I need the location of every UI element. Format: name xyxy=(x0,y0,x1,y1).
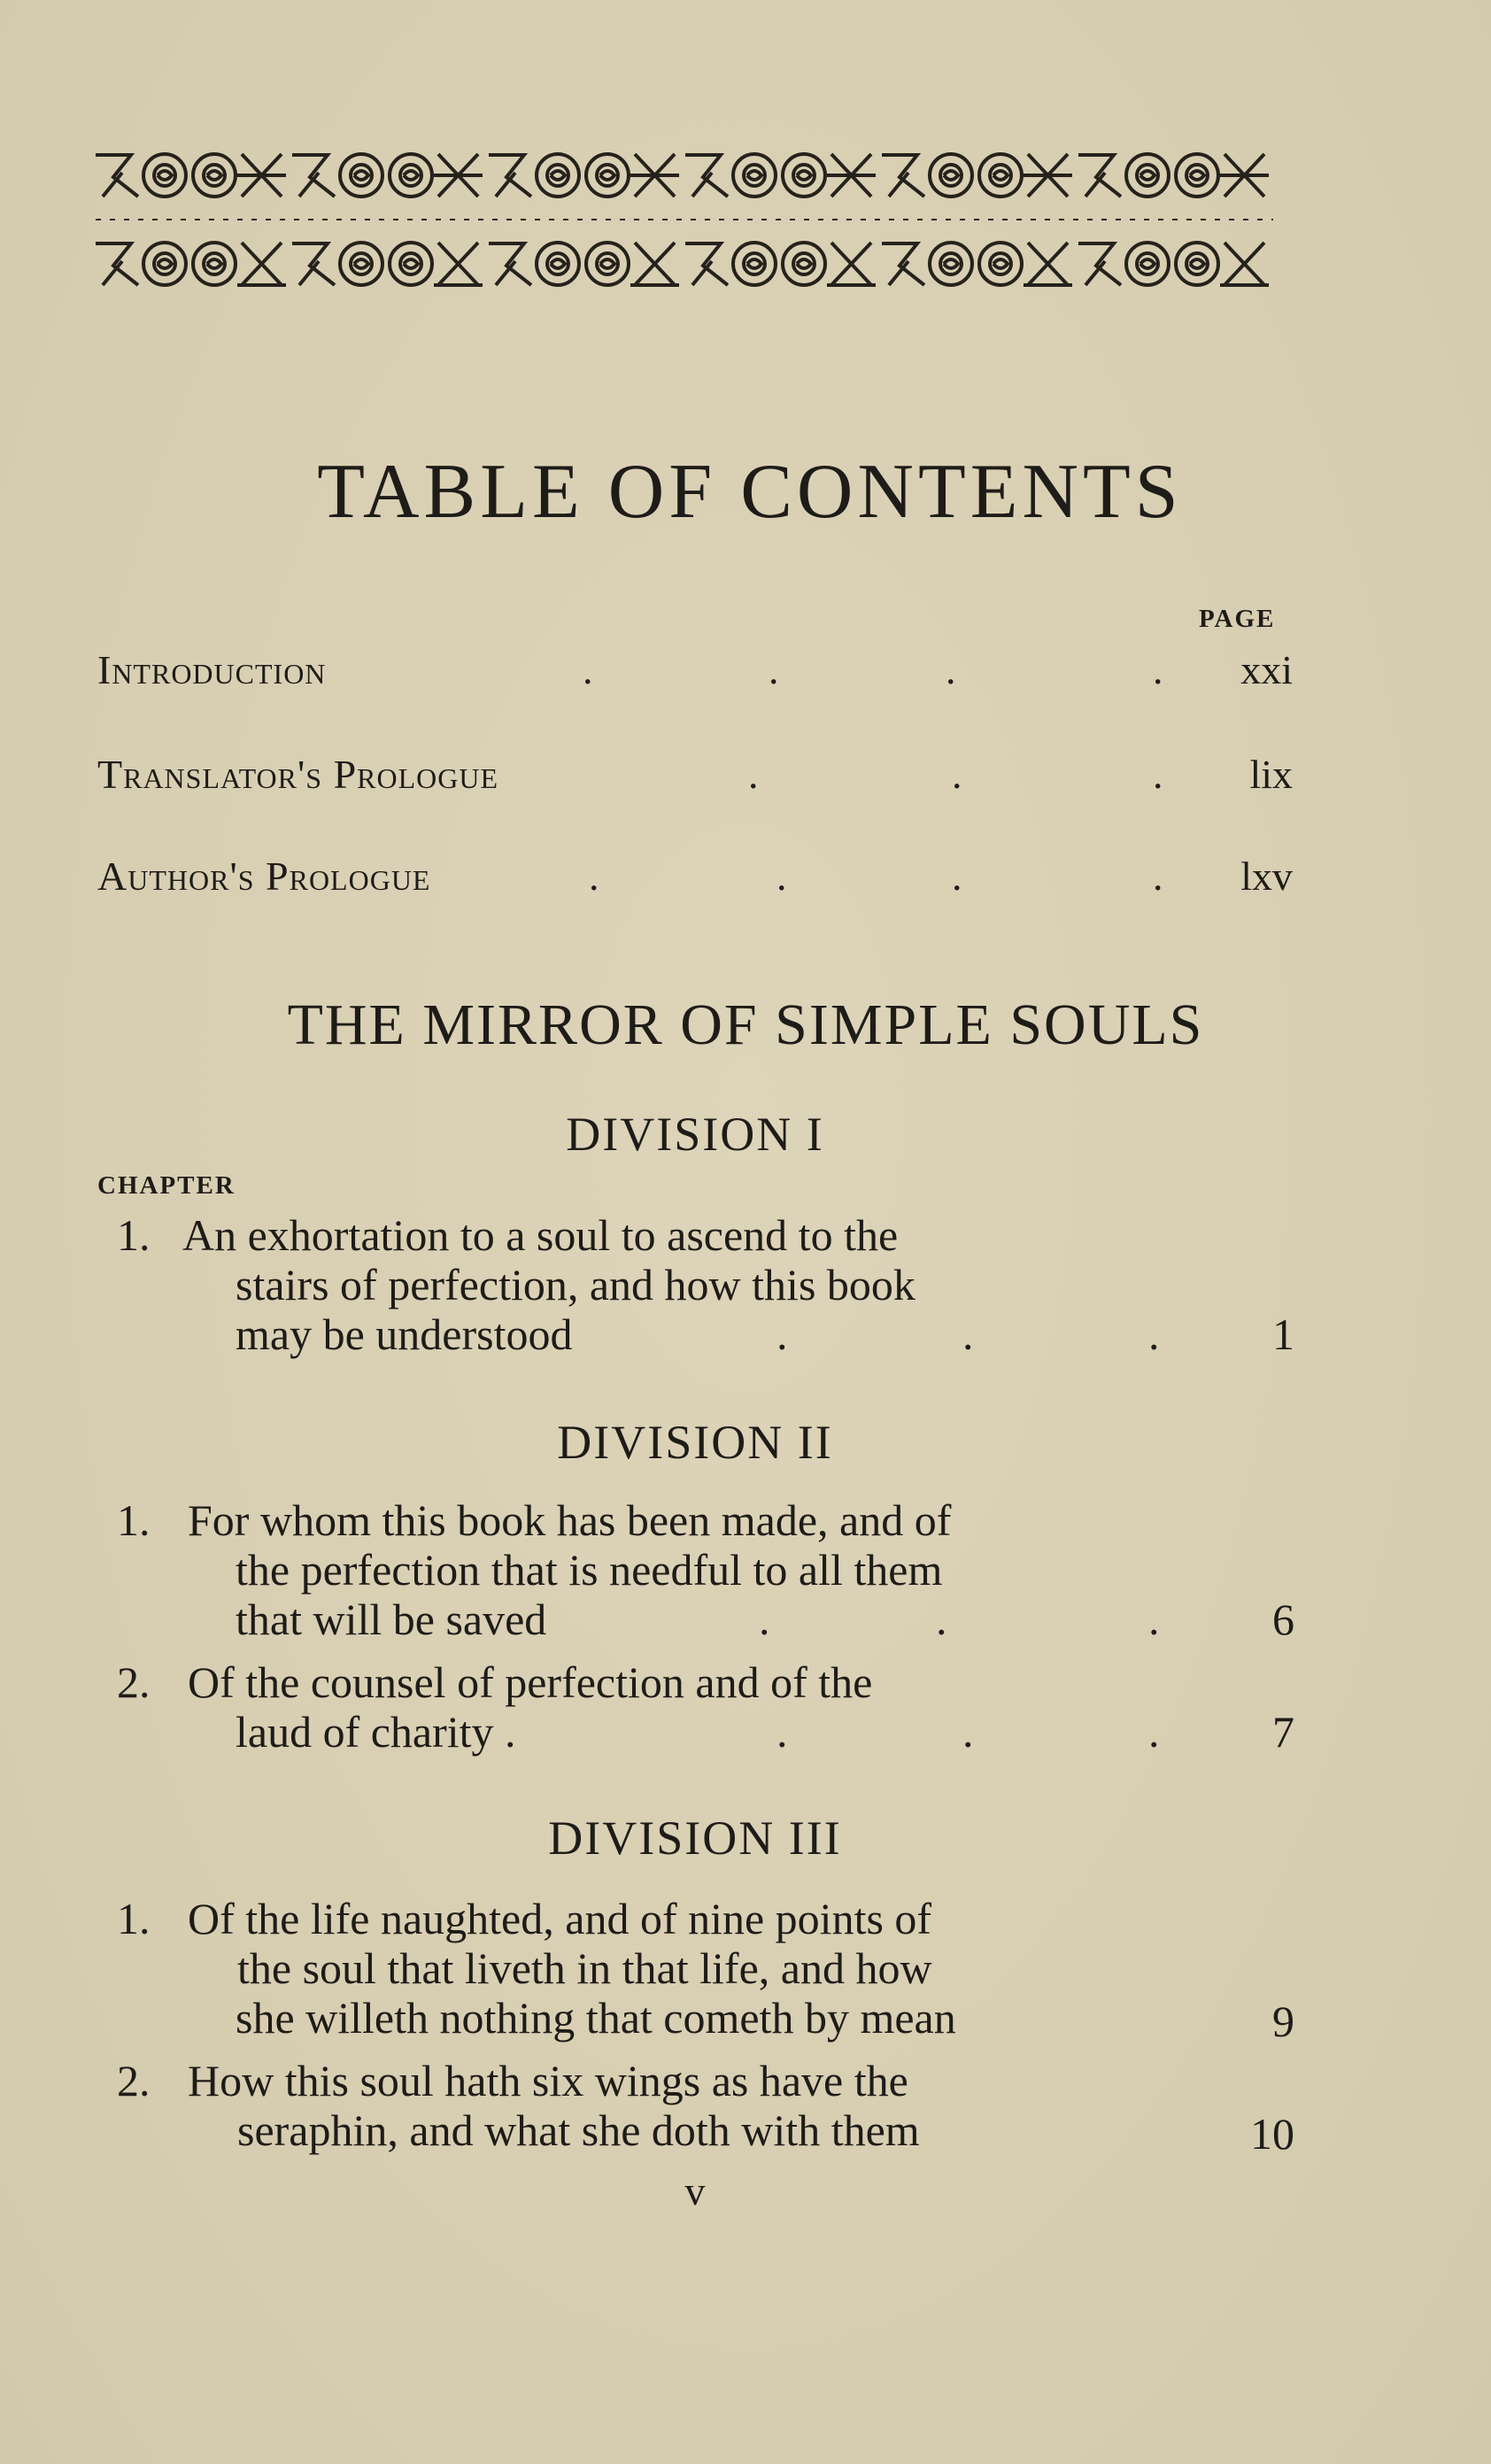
leader-dot: . xyxy=(1148,1595,1160,1644)
division-heading: DIVISION III xyxy=(548,1811,842,1865)
toc-entry-div2-ch2[interactable] xyxy=(117,1658,1294,1760)
page-column-heading: PAGE xyxy=(1199,605,1276,633)
toc-entry-div3-ch2[interactable] xyxy=(117,2057,1294,2159)
chapter-number: 2. xyxy=(117,2056,151,2105)
entry-line: she willeth nothing that cometh by mean xyxy=(236,1993,956,2043)
toc-entry-div3-ch1[interactable] xyxy=(117,1895,1294,2045)
leader-dot: . xyxy=(936,1595,947,1644)
entry-line: How this soul hath six wings as have the xyxy=(188,2056,908,2105)
leader-dot: . xyxy=(962,1707,974,1757)
toc-entry-page: 6 xyxy=(1272,1595,1294,1644)
toc-entry-div2-ch1[interactable] xyxy=(117,1496,1294,1647)
entry-line: seraphin, and what she doth with them xyxy=(237,2105,920,2155)
toc-row-label: Author's Prologue xyxy=(97,854,431,899)
toc-entry-page: 1 xyxy=(1272,1309,1294,1359)
leader-dot: . xyxy=(1153,647,1163,692)
leader-dot: . xyxy=(952,752,962,797)
leader-dot: . xyxy=(748,752,759,797)
entry-line: the soul that liveth in that life, and how xyxy=(237,1943,932,1993)
chapter-number: 1. xyxy=(117,1495,151,1545)
entry-line: may be understood xyxy=(236,1309,573,1359)
toc-row-translators-prologue[interactable] xyxy=(97,751,1293,804)
entry-line: For whom this book has been made, and of xyxy=(188,1495,952,1545)
toc-entry-page: 9 xyxy=(1272,1997,1294,2046)
toc-entry-page: 10 xyxy=(1250,2109,1294,2159)
chapter-number: 1. xyxy=(117,1894,151,1943)
entry-line: the perfection that is needful to all them xyxy=(236,1545,943,1595)
page-title: TABLE OF CONTENTS xyxy=(317,449,1183,535)
toc-row-page: lxv xyxy=(1240,854,1293,899)
leader-dot: . xyxy=(776,854,787,899)
chapter-number: 1. xyxy=(117,1210,151,1260)
entry-line: laud of charity . xyxy=(236,1707,516,1757)
leader-dot: . xyxy=(952,854,962,899)
leader-dot: . xyxy=(962,1309,974,1359)
entry-line: that will be saved xyxy=(236,1595,547,1644)
chapter-column-heading: CHAPTER xyxy=(97,1171,236,1200)
leader-dot: . xyxy=(769,647,779,692)
division-heading: DIVISION I xyxy=(566,1108,824,1161)
toc-row-label: Introduction xyxy=(97,647,327,692)
toc-row-label: Translator's Prologue xyxy=(97,752,499,797)
leader-dot: . xyxy=(946,647,956,692)
leader-dot: . xyxy=(1148,1309,1160,1359)
toc-entry-page: 7 xyxy=(1272,1707,1294,1757)
entry-line: An exhortation to a soul to ascend to the xyxy=(182,1210,899,1260)
entry-line: Of the counsel of perfection and of the xyxy=(188,1657,873,1707)
entry-line: stairs of perfection, and how this book xyxy=(236,1260,915,1309)
leader-dot: . xyxy=(1148,1707,1160,1757)
toc-row-introduction[interactable] xyxy=(97,646,1293,699)
leader-dot: . xyxy=(776,1707,788,1757)
toc-row-authors-prologue[interactable] xyxy=(97,853,1293,906)
toc-row-page: lix xyxy=(1249,752,1293,797)
leader-dot: . xyxy=(759,1595,770,1644)
leader-dot: . xyxy=(776,1309,788,1359)
leader-dot: . xyxy=(583,647,593,692)
entry-line: Of the life naughted, and of nine points of xyxy=(188,1894,932,1943)
section-title: THE MIRROR OF SIMPLE SOULS xyxy=(287,993,1204,1057)
chapter-number: 2. xyxy=(117,1657,151,1707)
toc-entry-div1-ch1[interactable] xyxy=(117,1211,1294,1362)
ornamental-border xyxy=(96,142,1282,301)
division-heading: DIVISION II xyxy=(557,1416,833,1469)
leader-dot: . xyxy=(1153,854,1163,899)
leader-dot: . xyxy=(589,854,599,899)
leader-dot: . xyxy=(1153,752,1163,797)
toc-row-page: xxi xyxy=(1240,647,1293,692)
page-folio: v xyxy=(684,2168,706,2213)
